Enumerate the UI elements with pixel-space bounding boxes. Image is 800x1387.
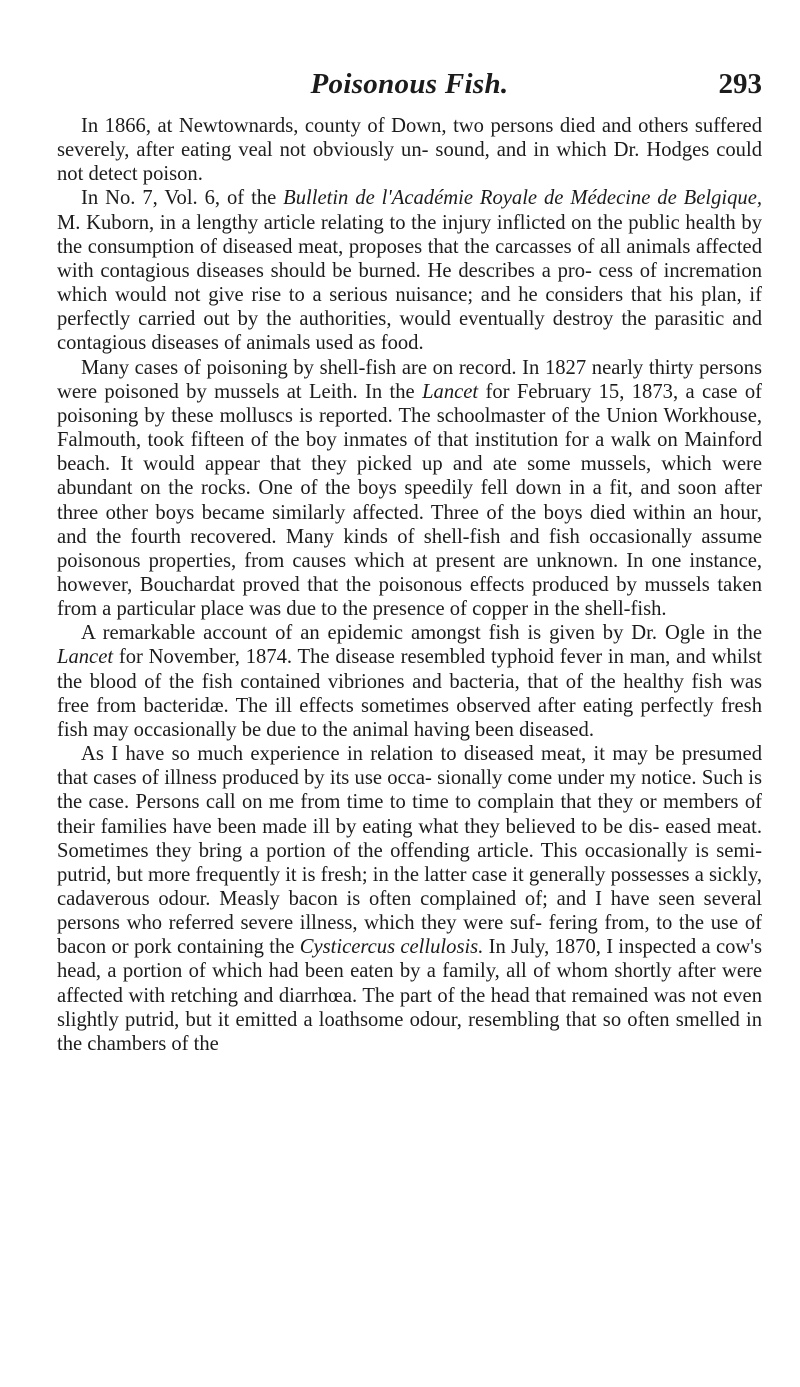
species-name: Cysticercus cellulosis. (299, 936, 484, 959)
paragraph (57, 621, 762, 742)
paragraph-text: In July, 1870, I inspected a cow's head, a portion of which had been eaten by a family, all of whom shortly after were affected with retching and diarrhœa. The part of the head that remained was not even slightly putrid, but it emitted a loathsome odour, resembling that so often smelled in the chambers of the (57, 936, 763, 1055)
journal-title: Lancet (57, 646, 114, 669)
paragraph-text: for February 15, 1873, a case of poisoning by these molluscs is reported. The schoolmaster of the Union Workhouse, Falmouth, took fifteen of the boy inmates of that institution for a walk on Mainford beach. It would appear that they picked up and ate some mussels, which were abundant on the rocks. One of the boys speedily fell down in a fit, and soon after three other boys became similarly affected. Three of the boys died within an hour, and the fourth recovered. Many kinds of shell-fish and fish occasionally assume poisonous properties, from causes which at present are unknown. In one instance, however, Bouchardat proved that the poisonous effects produced by mussels taken from a particular place was due to the presence of copper in the shell-fish. (57, 380, 762, 621)
paragraph-text: In 1866, at Newtownards, county of Down, two persons died and others suffered severely, after eating veal not obviously un- sound, and in which Dr. Hodges could not detect poison. (57, 115, 762, 186)
paragraph-text: In No. 7, Vol. 6, of the (81, 187, 284, 210)
paragraph (57, 114, 762, 186)
paragraph-text: Many cases of poisoning by shell-fish are on record. In 1827 nearly thirty persons were poisoned by mussels at Leith. In the (57, 356, 762, 403)
paragraph (57, 356, 762, 622)
paragraph (57, 742, 762, 1056)
journal-title: Bulletin de l'Académie Royale de Médecine de Belgique, (283, 187, 762, 210)
paragraph-text: for November, 1874. The disease resembled typhoid fever in man, and whilst the blood of the fish contained vibriones and bacteria, that of the healthy fish was free from bacteridæ. The ill effects sometimes observed after eating perfectly fresh fish may occasionally be due to the animal having been diseased. (57, 646, 762, 741)
running-title: Poisonous Fish. (310, 68, 509, 100)
page-number: 293 (718, 68, 762, 100)
page-header (57, 68, 762, 112)
journal-title: Lancet (422, 380, 479, 403)
body-text (57, 114, 762, 1056)
paragraph-text: M. Kuborn, in a lengthy article relating to the injury inflicted on the public health by the consumption of diseased meat, proposes that the carcasses of all animals affected with contagious diseases should be burned. He describes a pro- cess of incremation which would not give rise to a serious nuisance; and he considers that his plan, if perfectly carried out by the authorities, would eventually destroy the parasitic and contagious diseases of animals used as food. (57, 211, 762, 355)
paragraph-text: As I have so much experience in relation to diseased meat, it may be presumed that cases of illness produced by its use occa- sionally come under my notice. Such is the case. Persons call on me from time to time to complain that they or members of their families have been made ill by eating what they believed to be dis- eased meat. Sometimes they bring a portion of the offending article. This occasionally is semi-putrid, but more frequently it is fresh; in the latter case it generally possesses a sickly, cadaverous odour. Measly bacon is often complained of; and I have seen several persons who referred severe illness, which they were suf- fering from, to the use of bacon or pork containing the (57, 743, 762, 959)
paragraph (57, 186, 762, 355)
book-page (57, 68, 762, 1056)
paragraph-text: A remarkable account of an epidemic amongst fish is given by Dr. Ogle in the (81, 622, 762, 645)
